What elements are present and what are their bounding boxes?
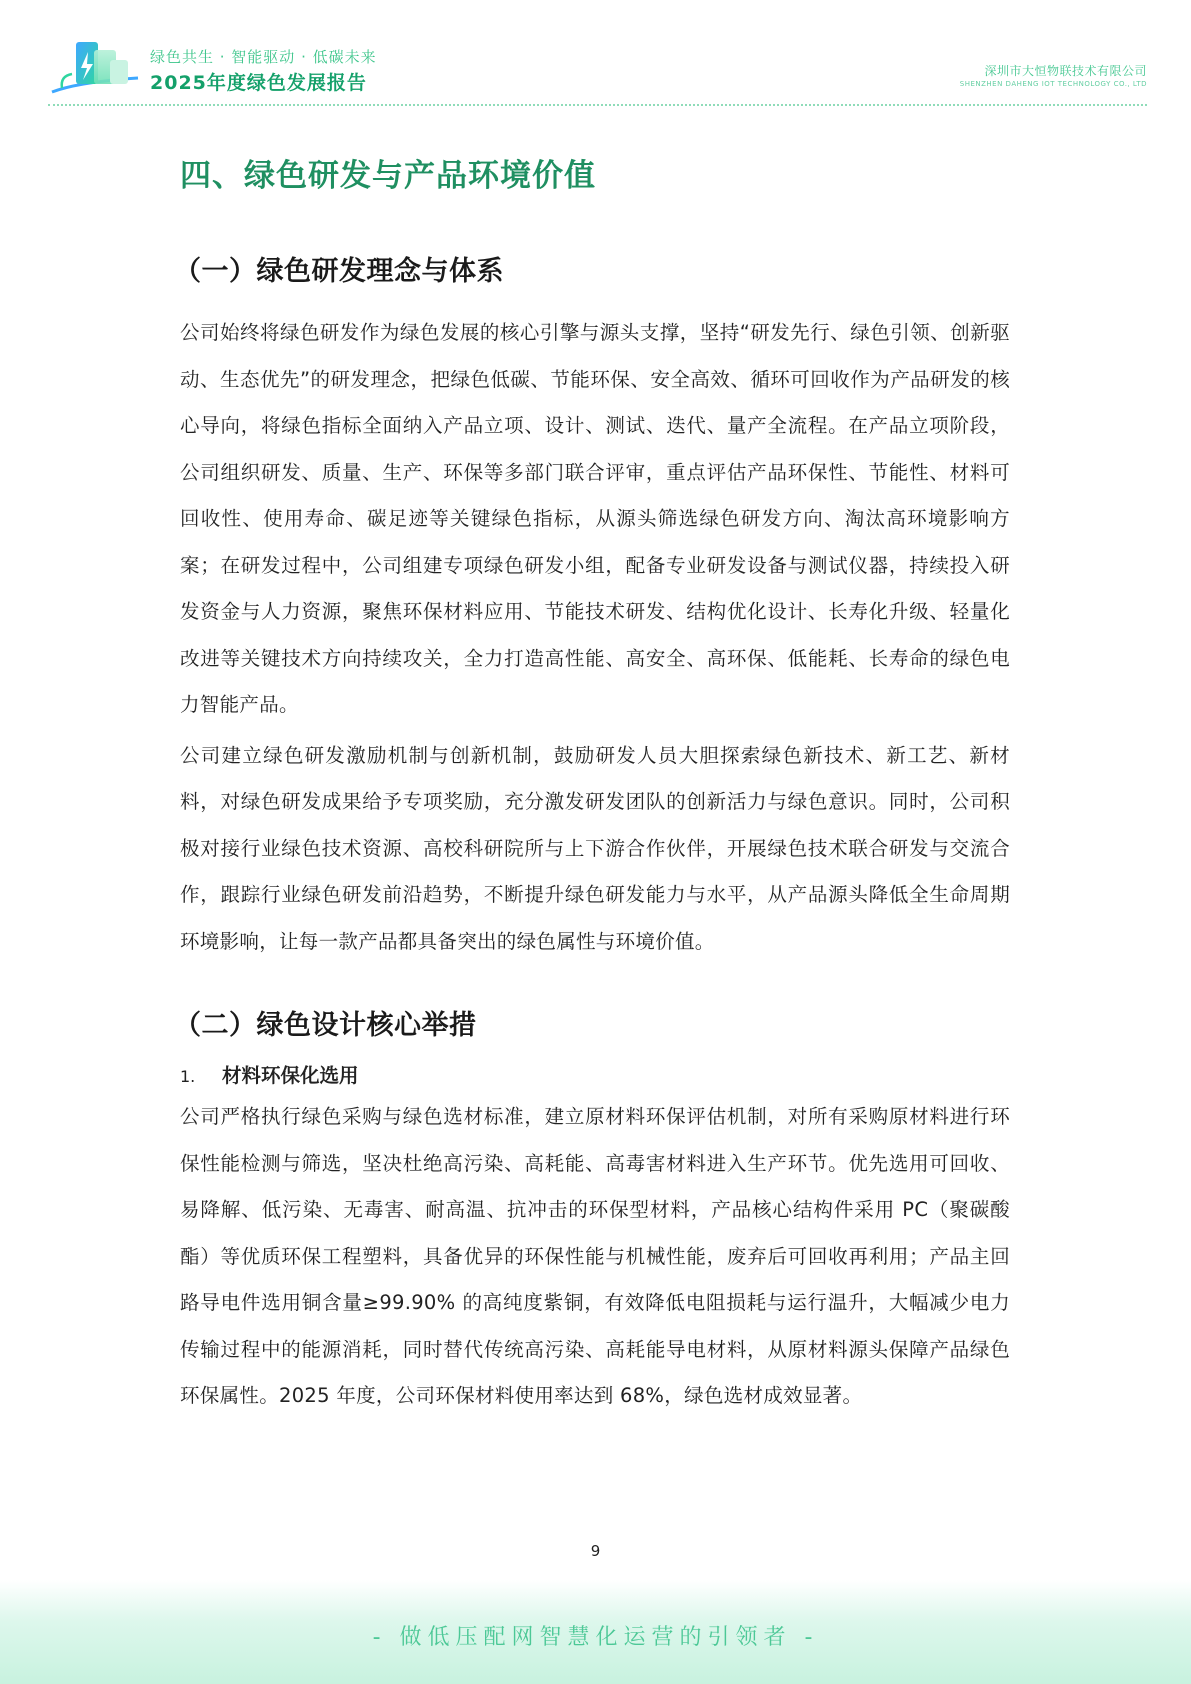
page-header [0, 0, 1191, 110]
item-title: 材料环保化选用 [222, 1064, 359, 1087]
page-content [174, 150, 1010, 1420]
body-paragraph: 公司建立绿色研发激励机制与创新机制，鼓励研发人员大胆探索绿色新技术、新工艺、新材料，对绿色研发成果给予专项奖励，充分激发研发团队的创新活力与绿色意识。同时，公司积极对接行业绿色技术资源、高校科研院所与上下游合作伙伴，开展绿色技术联合研发与交流合作，跟踪行业绿色研发前沿趋势，不断提升绿色研发能力与水平，从产品源头降低全生命周期环境影响，让每一款产品都具备突出的绿色属性与环境价值。 [180, 743, 1010, 953]
green-building-lightning-logo-icon [48, 38, 144, 98]
item-number: 1. [180, 1067, 196, 1086]
subsection-title-2: （二）绿色设计核心举措 [174, 1010, 477, 1041]
subsection-title-1: （一）绿色研发理念与体系 [174, 256, 504, 287]
section-title: 四、绿色研发与产品环境价值 [180, 158, 596, 194]
body-paragraph: 公司始终将绿色研发作为绿色发展的核心引擎与源头支撑，坚持“研发先行、绿色引领、创新驱动、生态优先”的研发理念，把绿色低碳、节能环保、安全高效、循环可回收作为产品研发的核心导向，将绿色指标全面纳入产品立项、设计、测试、迭代、量产全流程。在产品立项阶段，公司组织研发、质量、生产、环保等多部门联合评审，重点评估产品环保性、节能性、材料可回收性、使用寿命、碳足迹等关键绿色指标，从源头筛选绿色研发方向、淘汰高环境影响方案；在研发过程中，公司组建专项绿色研发小组，配备专业研发设备与测试仪器，持续投入研发资金与人力资源，聚焦环保材料应用、节能技术研发、结构优化设计、长寿化升级、轻量化改进等关键技术方向持续攻关，全力打造高性能、高安全、高环保、低能耗、长寿命的绿色电力智能产品。 [180, 321, 1010, 716]
footer-slogan: - 做低压配网智慧化运营的引领者 - [372, 1625, 819, 1650]
header-slogan: 绿色共生 · 智能驱动 · 低碳未来 [150, 48, 377, 66]
header-divider [48, 104, 1147, 106]
report-title: 2025年度绿色发展报告 [150, 72, 367, 94]
body-paragraph: 公司严格执行绿色采购与绿色选材标准，建立原材料环保评估机制，对所有采购原材料进行环保性能检测与筛选，坚决杜绝高污染、高耗能、高毒害材料进入生产环节。优先选用可回收、易降解、低污染、无毒害、耐高温、抗冲击的环保型材料，产品核心结构件采用 PC（聚碳酸酯）等优质环保工程塑料，具备优异的环保性能与机械性能，废弃后可回收再利用；产品主回路导电件选用铜含量≥99.90% 的高纯度紫铜，有效降低电阻损耗与运行温升，大幅减少电力传输过程中的能源消耗，同时替代传统高污染、高耗能导电材料，从原材料源头保障产品绿色环保属性。2025 年度，公司环保材料使用率达到 68%，绿色选材成效显著。 [180, 1105, 1010, 1407]
page-footer [0, 1580, 1191, 1684]
company-name-en: SHENZHEN DAHENG IOT TECHNOLOGY CO., LTD [959, 80, 1147, 88]
item-heading [180, 1058, 1010, 1094]
company-name-cn: 深圳市大恒物联技术有限公司 [984, 64, 1147, 78]
page-number: 9 [590, 1542, 601, 1560]
